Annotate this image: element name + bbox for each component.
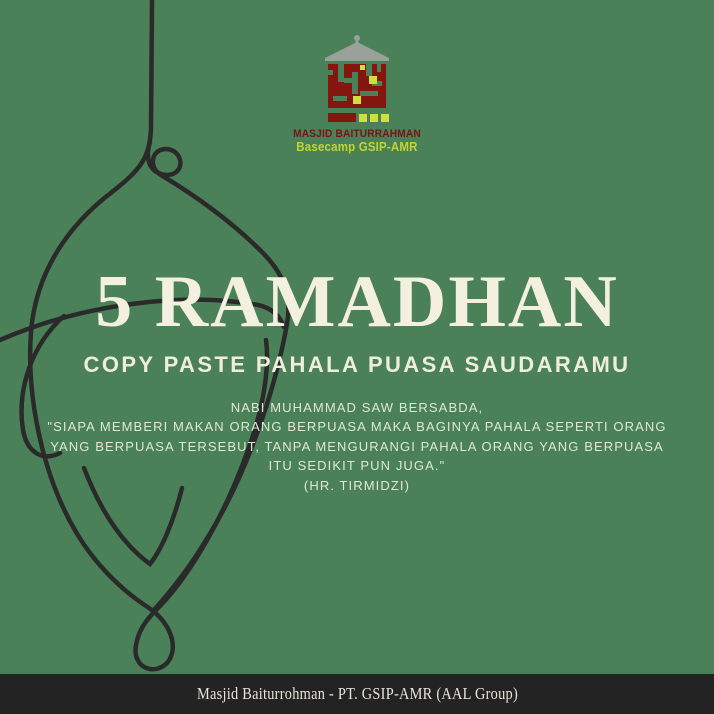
campaign-subtitle: COPY PASTE PAHALA PUASA SAUDARAMU xyxy=(83,352,631,377)
logo xyxy=(0,34,714,154)
hadith-quote xyxy=(0,398,714,495)
quote-line: ITU SEDIKIT PUN JUGA." xyxy=(268,458,446,474)
quote-line: (HR. TIRMIDZI) xyxy=(303,477,411,493)
footer-bar xyxy=(0,674,714,714)
quote-line: YANG BERPUASA TERSEBUT, TANPA MENGURANGI PAHALA ORANG YANG BERPUASA xyxy=(50,438,664,454)
quote-line: NABI MUHAMMAD SAW BERSABDA, xyxy=(230,400,484,415)
logo-subtitle: Basecamp GSIP-AMR xyxy=(296,140,418,154)
kufic-mosque-emblem-icon xyxy=(324,34,390,126)
quote-line: "SIAPA MEMBERI MAKAN ORANG BERPUASA MAKA BAGINYA PAHALA SEPERTI ORANG xyxy=(47,419,667,435)
emblem-dome xyxy=(325,35,389,61)
logo-title: MASJID BAITURRAHMAN xyxy=(293,128,421,140)
footer-text: Masjid Baiturrohman - PT. GSIP-AMR (AAL Group) xyxy=(196,684,518,703)
page-title: 5 RAMADHAN xyxy=(95,260,619,343)
emblem-calligraphy xyxy=(328,64,389,122)
